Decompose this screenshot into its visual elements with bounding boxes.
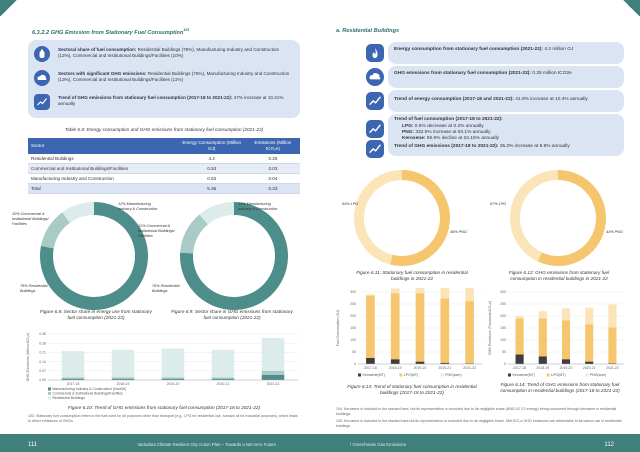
table-caption: Table 6.6: Energy consumption and GHG emissions from stationary fuel consumption (2021-22) — [64, 127, 264, 132]
page-number: 112 — [604, 442, 614, 448]
y-tick-label: 0.21 — [39, 350, 46, 355]
y-tick-label: 0.00 — [39, 378, 46, 383]
table-cell: Residential Buildings — [28, 154, 178, 164]
x-tick-label: 2020-21 — [438, 366, 452, 370]
ghg-trend-bar-chart — [26, 330, 302, 402]
y-tick-label: 300 — [500, 290, 506, 295]
bar-segment — [62, 377, 85, 378]
x-tick-label: 2017-18 — [363, 366, 377, 370]
fuel-trend-png: PNG: 332.5% increase at 83.1% annually — [402, 129, 491, 135]
bar-segment — [262, 338, 285, 371]
summary-text: Energy consumption from stationary fuel consumption (2021-22): 4.2 million GJ — [394, 47, 574, 52]
table-row — [28, 173, 300, 183]
bar-segment — [608, 304, 616, 327]
footer-text: / Greenhouse Gas Emissions — [350, 442, 406, 447]
y-tick-label: 0.28 — [39, 341, 46, 346]
bar-segment — [391, 288, 400, 293]
bar-segment — [562, 359, 570, 364]
y-tick-label: 50 — [502, 350, 506, 355]
bar-segment — [516, 318, 524, 354]
figure-caption: Figure 6.9: Sector share in GHG emissions from stationary fuel consumption (2021-22) — [171, 309, 293, 320]
table-cell: 0.33 — [246, 183, 300, 193]
donut-slice — [187, 219, 204, 253]
donut-slice — [391, 175, 445, 261]
trend-chart-icon — [366, 120, 384, 138]
bar-segment — [585, 324, 593, 361]
section-title: a. Residential Buildings — [336, 28, 400, 34]
summary-item — [28, 69, 300, 89]
ghg-share-donut-chart — [178, 200, 290, 312]
donut-label-png: 43% PNG — [606, 230, 623, 234]
table-cell: 0.03 — [246, 163, 300, 173]
footnote: 104. Kerosene is included in the stacked bars, but its representation is excluded due to its negligible share (8081.02 GJ energy) being consumed through kerosene in residential buildings. — [336, 407, 617, 416]
column-header: Energy Consumption (Million GJ) — [178, 138, 246, 154]
bar-segment — [416, 293, 425, 361]
section-title: 6.3.2.2 GHG Emission from Stationary Fuel Consumption$^{103}$ — [32, 28, 190, 36]
fuel-trend-lpg: LPG: 0.6% decrease at 0.2% annually — [402, 123, 484, 129]
x-tick-label: 2020-21 — [216, 382, 230, 386]
x-tick-label: 2021-22 — [266, 382, 280, 386]
fuel-trend-bar-chart — [336, 288, 486, 378]
donut-label-residential: 76% Residential Buildings — [152, 284, 180, 293]
summary-text: Trend of GHG emissions from stationary fuel consumption (2017-18 to 2021-22): 47% increase at 10.21% annually — [58, 95, 284, 106]
bar-segment — [112, 377, 135, 378]
footnote: 105. Kerosene is included in the stacked bars but its representation is excluded due to its negligible share. 589 tCO₂e GHG emissions are attributable to kerosene use in residential buildings. — [336, 419, 622, 428]
table-header-row — [28, 138, 300, 154]
table-cell: 0.63 — [178, 173, 246, 183]
bar-segment — [112, 350, 135, 378]
legend-label: LPG(MT) — [551, 373, 566, 377]
figure-caption: Figure 6.12: GHG emissions from stationary fuel consumption in residential buildings in 2021-22 — [508, 270, 610, 281]
y-tick-label: 250 — [500, 302, 506, 307]
gas-cylinder-icon — [34, 46, 50, 62]
bar-segment — [516, 354, 524, 364]
legend-swatch — [48, 397, 51, 400]
legend-swatch — [441, 374, 444, 377]
y-tick-label: 0.07 — [39, 369, 46, 373]
y-tick-label: 200 — [500, 314, 506, 319]
table-cell: 0.25 — [246, 154, 300, 164]
y-axis-label: GHG Emissions (Million tCO₂e) — [26, 332, 30, 382]
bar-segment — [416, 362, 425, 364]
x-tick-label: 2020-21 — [582, 366, 596, 370]
summary-box — [28, 40, 300, 118]
donut-slice — [540, 175, 601, 261]
summary-item — [28, 45, 300, 65]
donut-label-png: 46% PNG — [450, 230, 467, 234]
y-axis-label: Fuel Consumption (GJ) — [336, 309, 340, 347]
y-tick-label: 0.14 — [39, 359, 46, 364]
bar-segment — [465, 301, 474, 363]
bar-segment — [539, 356, 547, 364]
bar-segment — [262, 371, 285, 375]
donut-slice — [66, 209, 94, 218]
x-tick-label: 2018-19 — [116, 382, 130, 386]
ghg-trend-text: Trend of GHG emissions (2017-18 to 2021-22): 35.2% increase at 8.8% annually — [394, 144, 570, 149]
x-tick-label: 2018-19 — [536, 366, 550, 370]
bar-segment — [465, 288, 474, 301]
x-tick-label: 2021-22 — [463, 366, 477, 370]
y-tick-label: 0 — [354, 362, 356, 367]
legend-swatch — [399, 374, 402, 377]
summary-text: Trend of energy consumption (2017-18 and 2021-22): 41.6% increase at 10.4% annually — [394, 97, 588, 102]
donut-label-commercial: 11% Commercial & Institutional Buildings/ Facilities — [138, 224, 175, 238]
legend-swatch — [358, 374, 361, 377]
bar-segment — [440, 298, 449, 362]
donut-label-commercial: 10% Commercial & Institutional Buildings/ Facilities — [12, 212, 49, 226]
page-number: 111 — [28, 442, 38, 448]
table-cell: 0.53 — [178, 163, 246, 173]
flame-icon — [366, 44, 384, 62]
y-axis-label: GHG Emissions (Thousand tCO₂e) — [488, 300, 492, 356]
legend-label: Manufacturing Industry & Construction (NonOil) — [52, 387, 127, 391]
figure-caption: Figure 6.13: Trend of stationary fuel consumption in residential buildings (2017-18 to 2021-22) — [347, 384, 477, 395]
page-footer — [320, 434, 640, 452]
bar-segment — [162, 377, 185, 378]
trend-chart-icon — [34, 94, 50, 110]
legend-swatch — [48, 388, 51, 391]
y-tick-label: 200 — [350, 314, 356, 319]
trend-chart-icon — [366, 92, 384, 110]
bar-segment — [212, 350, 235, 378]
x-tick-label: 2019-20 — [559, 366, 573, 370]
legend-label: Kerosene(MT) — [512, 373, 535, 377]
bar-segment — [585, 308, 593, 325]
y-tick-label: 0 — [504, 362, 506, 367]
bar-segment — [562, 320, 570, 359]
summary-text: Sectoral share of fuel consumption: Residential Buildings (78%), Manufacturing Industry and Construction (12%), Commercial and Institutional Buildings/Facilities (10%) — [58, 47, 280, 58]
donut-label-residential: 78% Residential Buildings — [20, 284, 48, 293]
bar-segment — [262, 375, 285, 380]
table-row — [28, 163, 300, 173]
bar-segment — [62, 351, 85, 377]
y-tick-label: 150 — [350, 326, 356, 331]
fuel-trend-bar — [388, 114, 624, 156]
column-header: Emissions (Million tCO₂e) — [246, 138, 300, 154]
ghg-fuel-share-donut-chart — [508, 168, 608, 268]
figure-caption: Figure 6.11: Stationary fuel consumption in residential buildings in 2021-22 — [356, 270, 468, 281]
legend-label: Commercial & Institutional Buildings/Facilities — [52, 391, 123, 396]
bar-segment — [366, 358, 375, 364]
summary-bar — [388, 42, 624, 64]
bar-segment — [416, 288, 425, 293]
legend-label: LPG(MT) — [403, 373, 419, 377]
bar-segment — [562, 308, 570, 320]
right-page — [320, 0, 640, 452]
summary-text: GHG emissions from stationary fuel consumption (2021-22): 0.25 million tCO2e — [394, 71, 572, 76]
summary-bar — [388, 66, 624, 88]
y-tick-label: 0.35 — [39, 332, 46, 337]
y-tick-label: 150 — [500, 326, 506, 331]
footer-text: Vadodara Climate Resilient City Action Plan – Towards a Net-zero Future — [137, 442, 276, 447]
legend-label: Residential Buildings — [52, 396, 85, 400]
x-tick-label: 2017-18 — [513, 366, 527, 370]
table-cell: Total — [28, 183, 178, 193]
fuel-trend-kerosene: Kerosene: 96.6% decline at 24.15% annually — [402, 135, 500, 141]
cloud-co2-icon — [366, 68, 384, 86]
x-tick-label: 2019-20 — [413, 366, 427, 370]
legend-label: PNG(scm) — [589, 373, 607, 377]
donut-slice — [515, 175, 558, 257]
table-cell: Manufacturing Industry and Construction — [28, 173, 178, 183]
page-corner-accent — [0, 0, 18, 16]
bar-segment — [391, 359, 400, 364]
figure-caption: Figure 6.10: Trend of GHG emissions from stationary fuel consumption (2017-18 to 2021-22) — [68, 405, 260, 410]
x-tick-label: 2021-22 — [605, 366, 619, 370]
legend-label: Kerosene(MT) — [362, 373, 385, 377]
y-tick-label: 250 — [350, 302, 356, 307]
summary-item — [28, 93, 300, 113]
bar-segment — [585, 362, 593, 364]
ghg-fuel-trend-bar-chart — [488, 288, 628, 378]
x-tick-label: 2018-19 — [388, 366, 402, 370]
donut-label-lpg: 57% LPG — [490, 202, 507, 206]
bar-segment — [440, 288, 449, 298]
table-total-row — [28, 183, 300, 193]
fuel-table — [28, 138, 300, 194]
donut-label-lpg: 54% LPG — [342, 202, 359, 206]
page-footer — [0, 434, 320, 452]
x-tick-label: 2019-20 — [166, 382, 180, 386]
figure-caption: Figure 6.14: Trend of GHG emissions from stationary fuel consumption in residential buildings (2017-18 to 2021-22) — [500, 382, 620, 393]
summary-text: Sectors with significant GHG emissions: Residential Buildings (76%), Manufacturing Industry and Construction (13%), Commercial and Institutional Buildings/Facilities (11%) — [58, 71, 290, 82]
summary-bar — [388, 90, 624, 112]
legend-swatch — [48, 392, 51, 395]
donut-label-manufacturing: 13% Manufacturing Industry & Construction — [238, 202, 278, 211]
y-tick-label: 100 — [350, 338, 356, 343]
legend-label: PNG(scm) — [445, 373, 462, 377]
trend-chart-icon — [366, 140, 384, 158]
table-cell: Commercial and Institutional Buildings/Facilities — [28, 163, 178, 173]
y-tick-label: 50 — [352, 350, 356, 355]
bar-segment — [516, 316, 524, 318]
bar-segment — [391, 293, 400, 359]
y-tick-label: 100 — [500, 338, 506, 343]
page-corner-accent — [622, 0, 640, 16]
bar-segment — [162, 348, 185, 377]
table-row — [28, 154, 300, 164]
legend-swatch — [508, 374, 511, 377]
bar-segment — [539, 311, 547, 318]
figure-caption: Figure 6.8: Sector share in energy use from stationary fuel consumption (2021-22) — [39, 309, 153, 320]
bar-segment — [212, 377, 235, 378]
fuel-share-donut-chart — [352, 168, 452, 268]
table-cell: 5.36 — [178, 183, 246, 193]
legend-swatch — [547, 374, 550, 377]
donut-label-manufacturing: 12% Manufacturing Industry & Construction — [118, 202, 158, 211]
x-tick-label: 2017-18 — [66, 382, 80, 386]
y-tick-label: 300 — [350, 290, 356, 295]
cloud-co2-icon — [34, 70, 50, 86]
footnote: 103. Stationary fuel consumption refers to the fuel used for all purposes other than transport (e.g., LPG for residential use, furnace oil for industrial purposes), which leads to direct emissions of GHGs. — [28, 414, 298, 423]
donut-slice — [359, 175, 402, 260]
fuel-trend-title: Trend of fuel consumption (2017-18 to 2021-22): — [394, 117, 503, 122]
table-cell: 4.2 — [178, 154, 246, 164]
bar-segment — [608, 327, 616, 363]
bar-segment — [366, 296, 375, 358]
table-cell: 0.04 — [246, 173, 300, 183]
legend-swatch — [585, 374, 588, 377]
bar-segment — [366, 294, 375, 295]
bar-segment — [539, 318, 547, 356]
donut-slice — [204, 209, 234, 220]
column-header: Sector — [28, 138, 178, 154]
